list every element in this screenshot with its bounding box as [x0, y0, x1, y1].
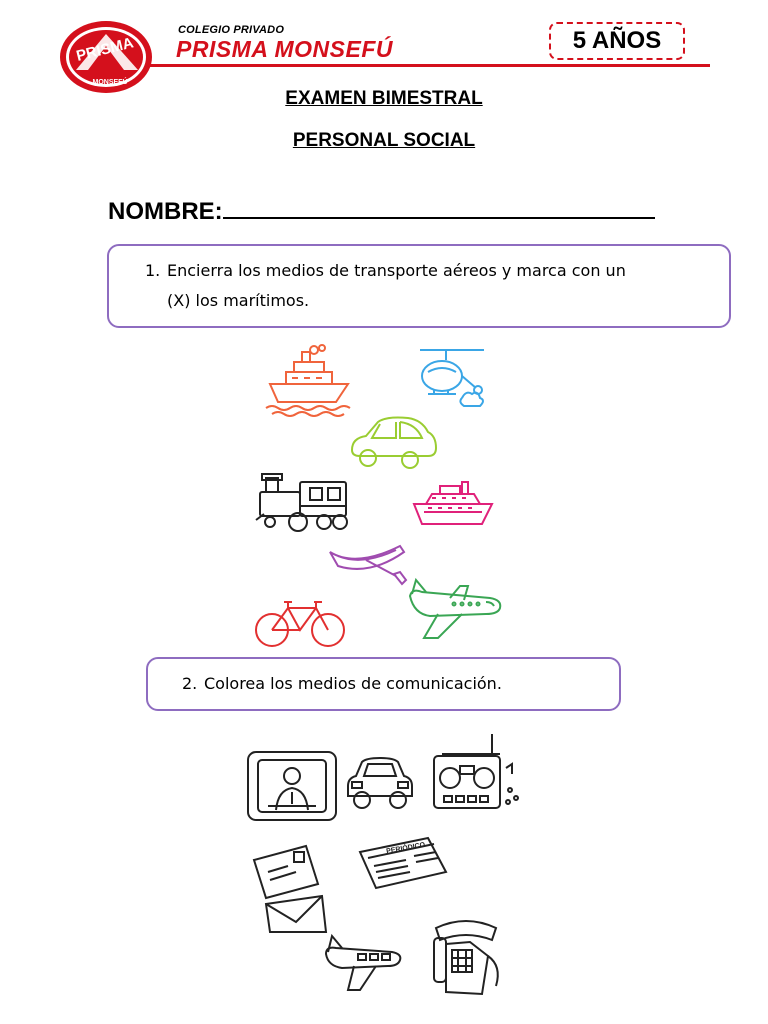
question-1-box — [107, 244, 731, 328]
car-outline-icon[interactable] — [344, 754, 416, 816]
school-logo — [58, 16, 158, 98]
question-1-number: 1. — [145, 261, 161, 280]
ship-icon[interactable] — [264, 344, 354, 416]
helicopter-icon[interactable] — [416, 344, 488, 414]
school-name: PRISMA MONSEFÚ — [176, 36, 393, 62]
bicycle-icon[interactable] — [252, 594, 348, 648]
logo-subtext: MONSEFÚ — [92, 79, 128, 86]
television-icon[interactable] — [246, 748, 338, 824]
telephone-icon[interactable] — [426, 916, 510, 996]
question-2-box — [146, 657, 621, 711]
train-icon[interactable] — [254, 470, 350, 532]
name-blank-line[interactable] — [223, 199, 655, 219]
radio-icon[interactable] — [430, 732, 522, 818]
rowboat-icon[interactable] — [326, 538, 410, 588]
newspaper-label: PERIÓDICO — [385, 841, 426, 856]
age-badge: 5 AÑOS — [549, 22, 685, 60]
logo-text: PRISMA — [74, 34, 136, 65]
exam-title: EXAMEN BIMESTRAL — [285, 88, 483, 109]
question-2-text: Colorea los medios de comunicación. — [204, 674, 502, 693]
header-divider — [148, 64, 710, 67]
question-2-number: 2. — [182, 674, 198, 693]
question-1-text-line1: Encierra los medios de transporte aéreos y marca con un — [167, 261, 626, 280]
letter-envelope-icon[interactable] — [248, 842, 332, 934]
small-airplane-icon[interactable] — [322, 930, 404, 994]
name-label: NOMBRE: — [108, 198, 223, 225]
airplane-icon[interactable] — [404, 574, 504, 642]
school-label: COLEGIO PRIVADO — [178, 24, 285, 36]
car-icon[interactable] — [346, 414, 438, 472]
cruise-ship-icon[interactable] — [412, 480, 494, 530]
question-1-text-line2: (X) los marítimos. — [167, 291, 310, 310]
newspaper-icon[interactable] — [356, 836, 448, 892]
subject-title: PERSONAL SOCIAL — [292, 130, 476, 151]
name-field — [108, 198, 655, 226]
